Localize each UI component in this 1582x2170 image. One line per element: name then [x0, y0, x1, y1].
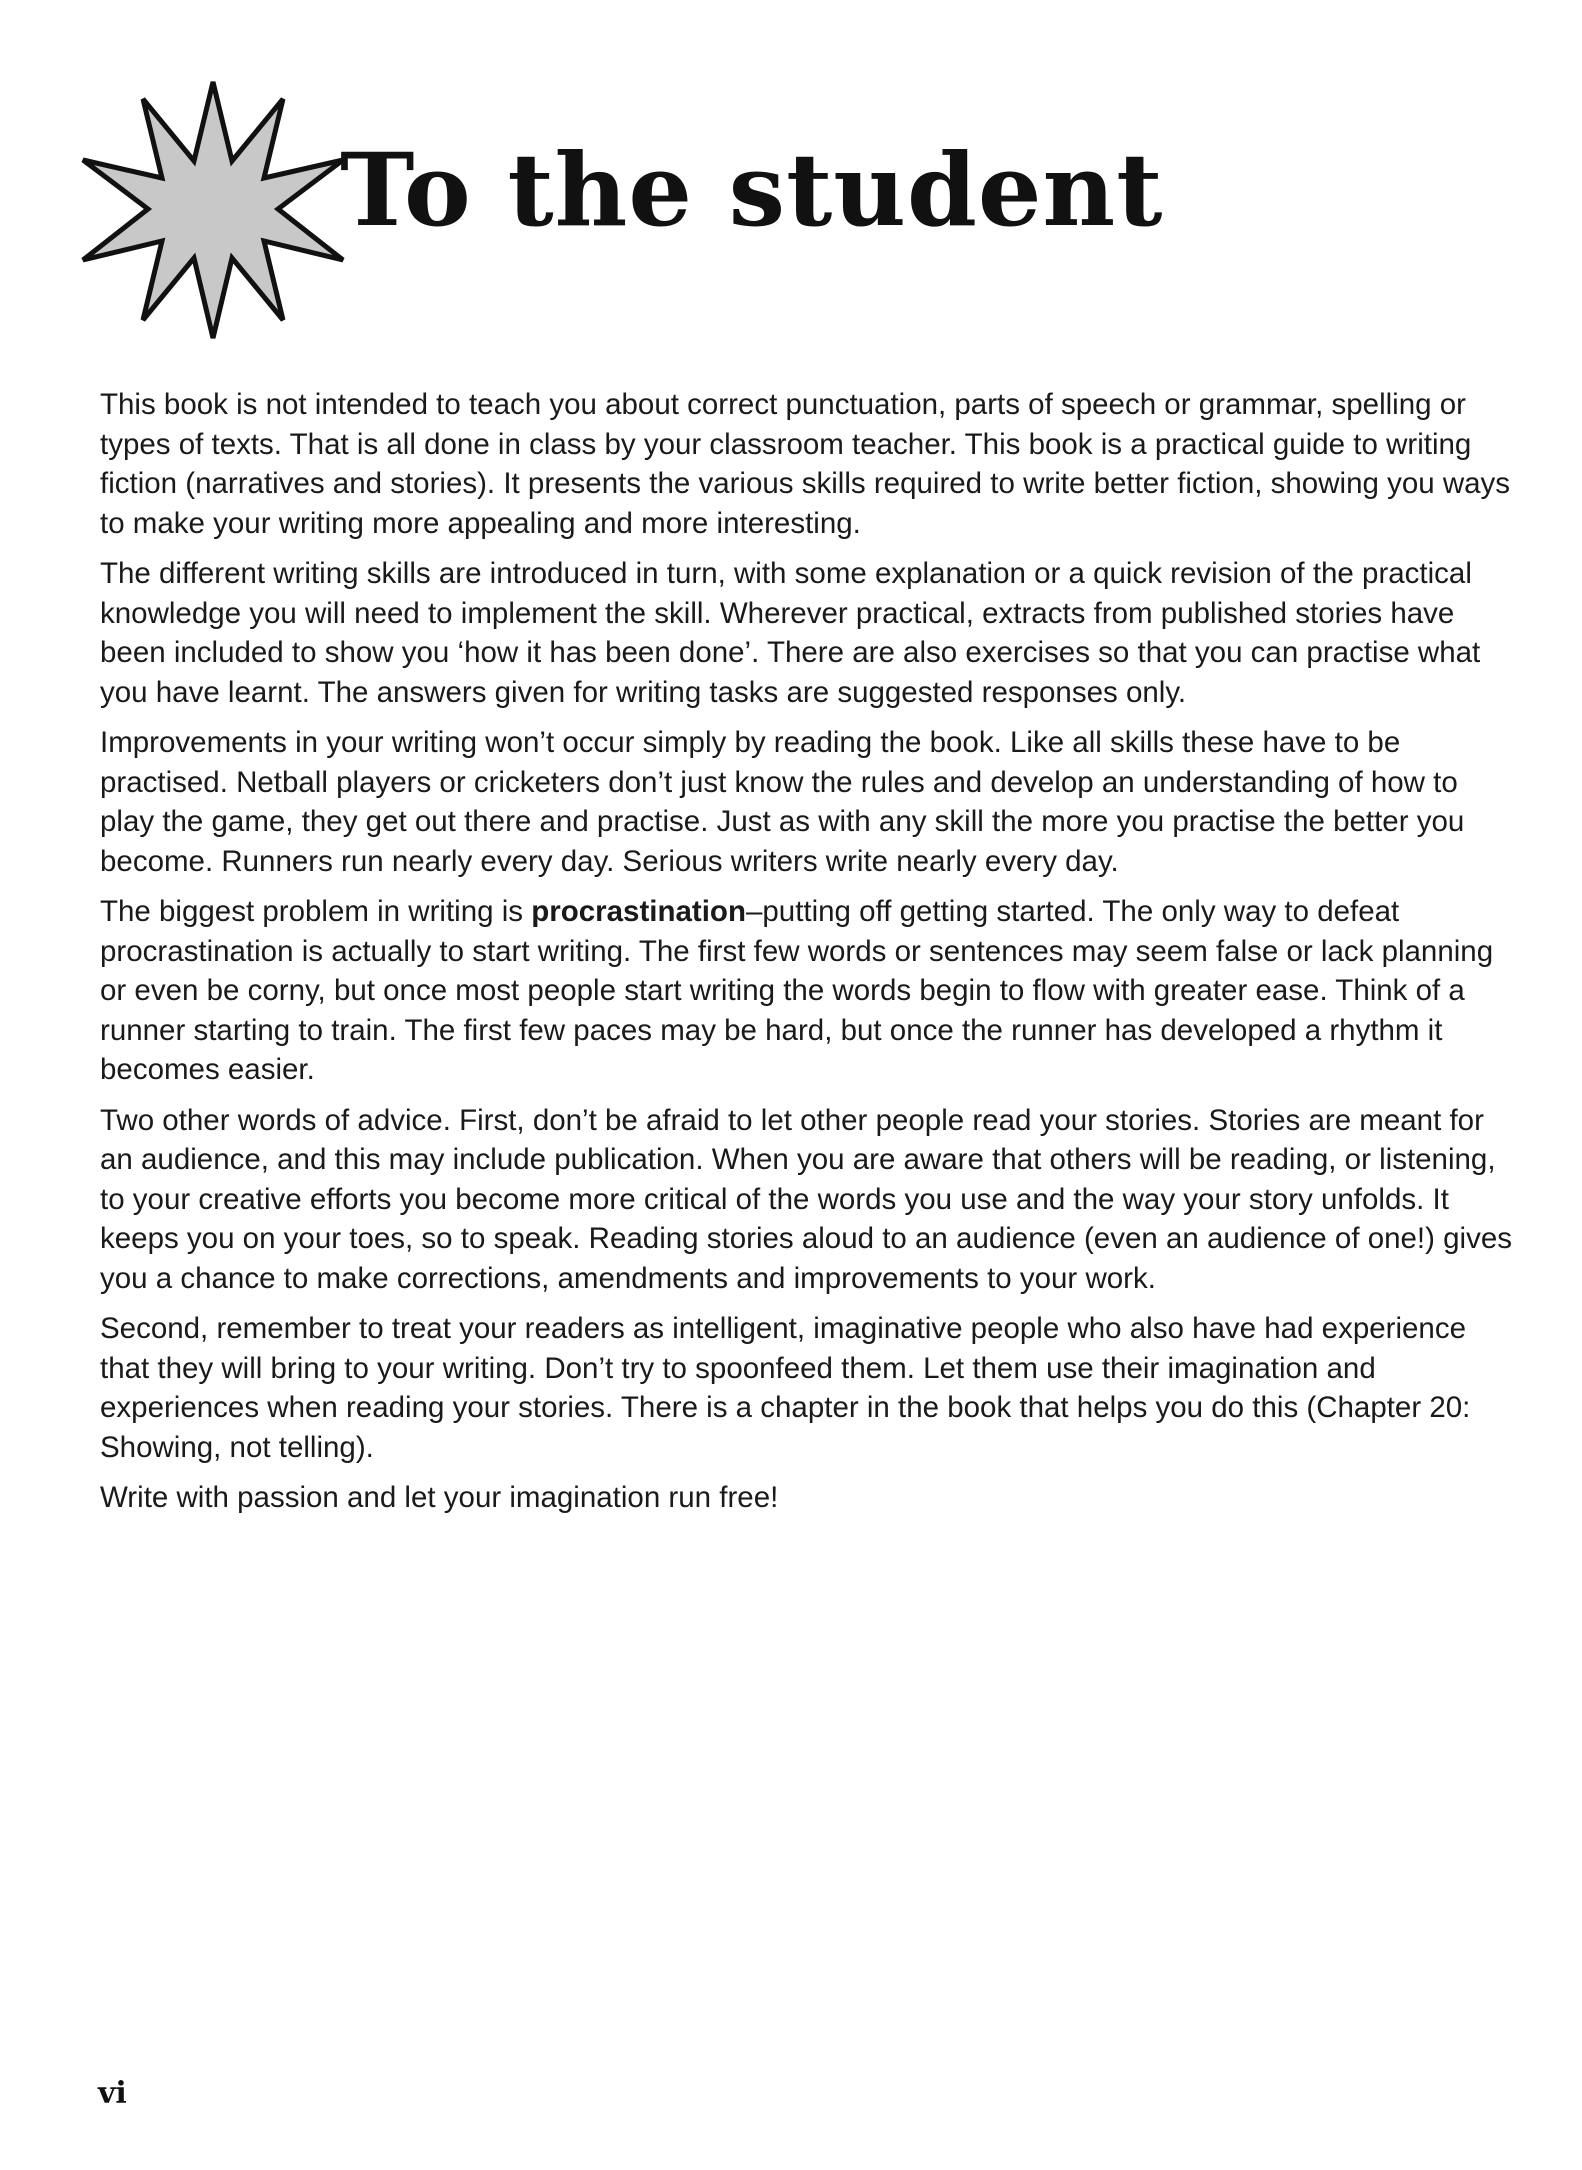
paragraph-advice-second: Second, remember to treat your readers as intelligent, imaginative people who also have had experience that they will bring to your writing. Don’t try to spoonfeed them. Let them use their imagination and experiences when reading your stories. There is a chapter in the book that helps you do this (Chapter 20: Showing, not telling).: [100, 1312, 1471, 1464]
page-title: To the student: [340, 131, 1164, 249]
paragraph-procrastination: [100, 892, 1520, 1090]
paragraph-closing: Write with passion and let your imagination run free!: [100, 1481, 779, 1514]
paragraph-advice-first: Two other words of advice. First, don’t be afraid to let other people read your stories. Stories are meant for an audience, and this may include publication. When you are aware that others will be reading, or listening, to your creative efforts you become more critical of the words you use and the way your story unfolds. It keeps you on your toes, so to speak. Reading stories aloud to an audience (even an audience of one!) gives you a chance to make corrections, amendments and improvements to your work.: [100, 1103, 1513, 1295]
procrastination-before: The biggest problem in writing is: [100, 895, 532, 928]
procrastination-term: procrastination: [531, 895, 746, 928]
paragraph-practice: Improvements in your writing won’t occur simply by reading the book. Like all skills these have to be practised. Netball players or cricketers don’t just know the rules and develop an understanding of how to play the game, they get out there and practise. Just as with any skill the more you practise the better you become. Runners run nearly every day. Serious writers write nearly every day.: [100, 726, 1465, 878]
body-text: [100, 385, 1520, 1529]
procrastination-after: –putting off getting started. The only way to defeat procrastination is actually to start writing. The first few words or sentences may seem false or lack planning or even be corny, but once most people start writing the words begin to flow with greater ease. Think of a runner starting to train. The first few paces may be hard, but once the runner has developed a rhythm it becomes easier.: [100, 895, 1494, 1086]
paragraph-skills: The different writing skills are introduced in turn, with some explanation or a quick revision of the practical knowledge you will need to implement the skill. Wherever practical, extracts from published stories have been included to show you ‘how it has been done’. There are also exercises so that you can practise what you have learnt. The answers given for writing tasks are suggested responses only.: [100, 557, 1481, 709]
star-icon: [78, 80, 348, 350]
page-number: vi: [98, 2076, 127, 2111]
paragraph-intro: This book is not intended to teach you about correct punctuation, parts of speech or grammar, spelling or types of texts. That is all done in class by your classroom teacher. This book is a practical guide to writing fiction (narratives and stories). It presents the various skills required to write better fiction, showing you ways to make your writing more appealing and more interesting.: [100, 388, 1511, 540]
